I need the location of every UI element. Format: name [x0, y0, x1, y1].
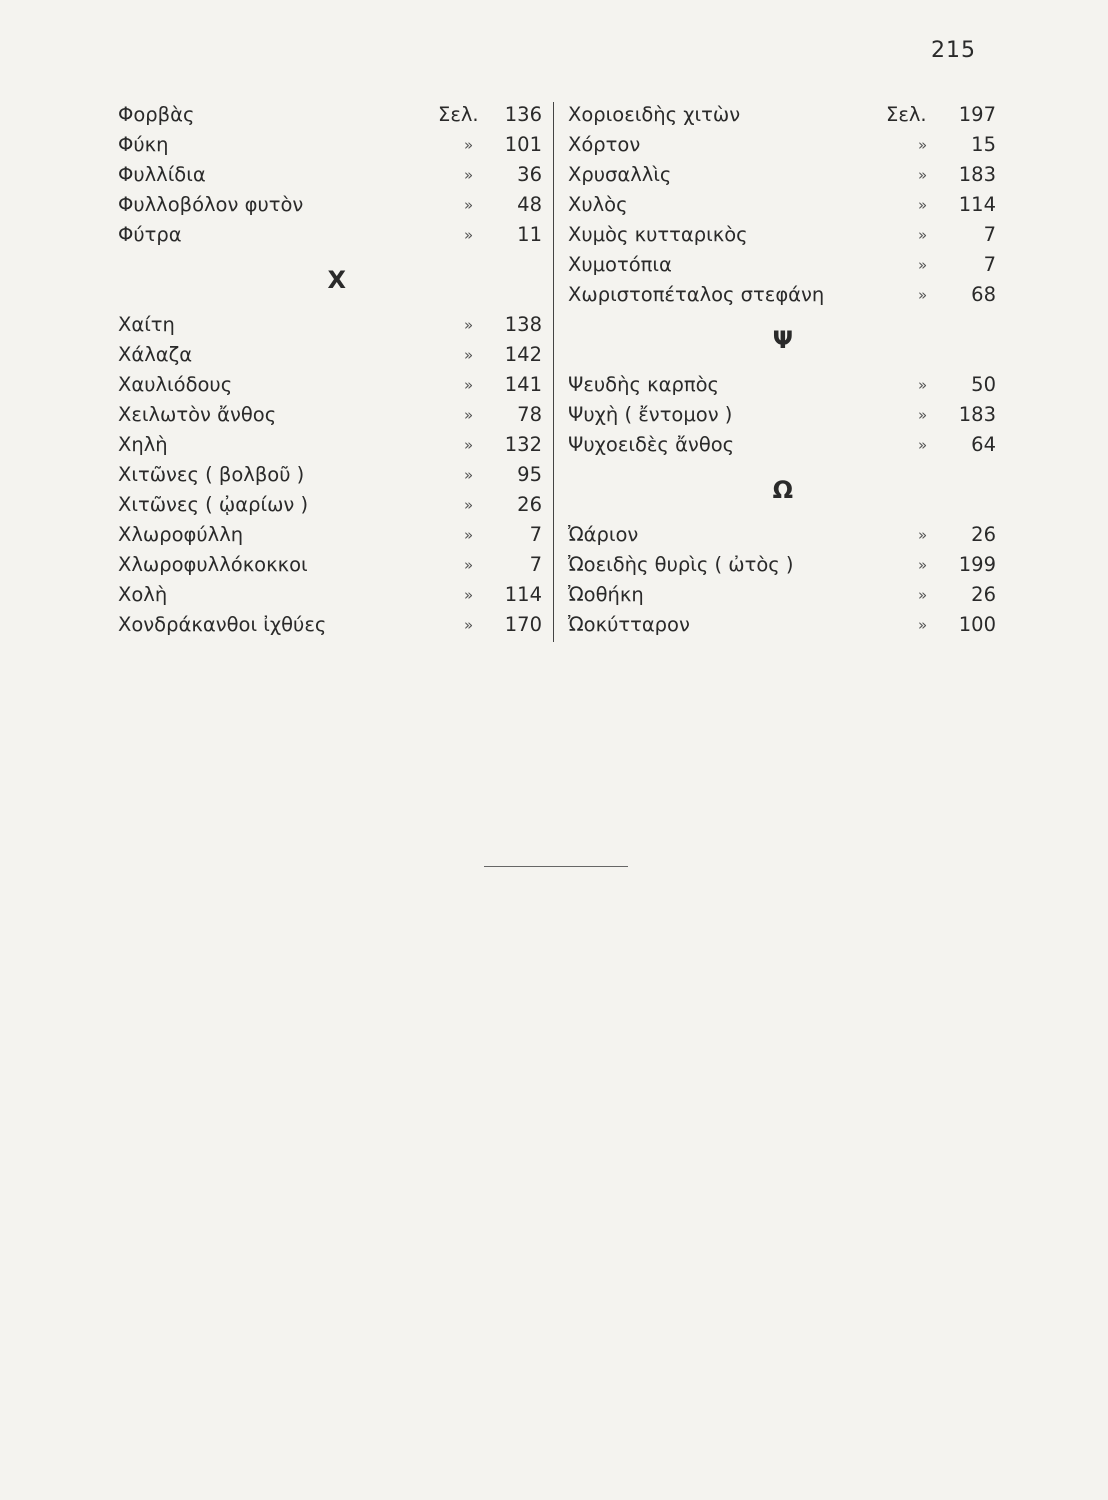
index-page-number: 7 [529, 523, 542, 546]
index-entry [568, 220, 996, 250]
index-entry [118, 160, 542, 190]
ditto-mark: » [464, 556, 474, 574]
index-page-number: 142 [504, 343, 542, 366]
page-number: 215 [931, 38, 976, 63]
letter-heading-omega: Ω [772, 476, 794, 504]
index-entry [568, 100, 996, 130]
index-group-phi [118, 100, 542, 250]
index-page-number: 26 [971, 523, 996, 546]
ditto-mark: » [918, 616, 928, 634]
index-term: Φύκη [118, 133, 169, 156]
index-left-column [118, 100, 542, 640]
index-term: Ὠοειδὴς θυρὶς ( ὠτὸς ) [568, 553, 794, 576]
ditto-mark: » [918, 136, 928, 154]
index-term: Χάλαζα [118, 343, 193, 366]
index-term: Χλωροφύλλη [118, 523, 244, 546]
index-term: Χειλωτὸν ἄνθος [118, 403, 277, 426]
index-page-number: 26 [971, 583, 996, 606]
index-page-number: 36 [517, 163, 542, 186]
closing-rule [484, 866, 628, 867]
index-page-number: 78 [517, 403, 542, 426]
ditto-mark: » [464, 466, 474, 484]
index-entry [118, 430, 542, 460]
index-right-column [568, 100, 996, 640]
index-term: Χονδράκανθοι ἰχθύες [118, 613, 327, 636]
index-page-number: 26 [517, 493, 542, 516]
index-entry [118, 220, 542, 250]
ditto-mark: » [918, 406, 928, 424]
index-entry [568, 580, 996, 610]
index-page-number: 7 [983, 223, 996, 246]
ditto-mark: » [464, 196, 474, 214]
index-entry [118, 340, 542, 370]
index-page-number: 101 [504, 133, 542, 156]
index-term: Χυμοτόπια [568, 253, 672, 276]
index-page-number: 114 [958, 193, 996, 216]
index-term: Φορβὰς [118, 103, 195, 126]
index-page-number: 136 [504, 103, 542, 126]
index-entry [568, 610, 996, 640]
index-term: Ψυχὴ ( ἔντομον ) [568, 403, 733, 426]
ditto-mark: » [918, 436, 928, 454]
index-page-number: 183 [958, 403, 996, 426]
index-entry [118, 100, 542, 130]
index-entry [118, 490, 542, 520]
index-group-chi-continued [568, 100, 996, 310]
ditto-mark: » [464, 136, 474, 154]
index-page-number: 50 [971, 373, 996, 396]
ditto-mark: » [464, 526, 474, 544]
index-entry [568, 550, 996, 580]
index-term: Χρυσαλλὶς [568, 163, 672, 186]
index-entry [118, 190, 542, 220]
index-entry [118, 580, 542, 610]
index-entry [568, 160, 996, 190]
index-entry [118, 130, 542, 160]
ditto-mark: » [464, 586, 474, 604]
index-page-number: 183 [958, 163, 996, 186]
index-term: Χόρτον [568, 133, 641, 156]
ditto-mark: » [918, 166, 928, 184]
ditto-mark: » [464, 226, 474, 244]
index-term: Χαυλιόδους [118, 373, 233, 396]
ditto-mark: » [464, 346, 474, 364]
index-term: Χωριστοπέταλος στεφάνη [568, 283, 825, 306]
index-term: Χιτῶνες ( ᾠαρίων ) [118, 493, 309, 516]
index-term: Φυλλίδια [118, 163, 206, 186]
index-term: Χηλὴ [118, 433, 168, 456]
index-page-number: 7 [983, 253, 996, 276]
letter-heading-chi: X [327, 266, 347, 294]
ditto-mark: » [918, 286, 928, 304]
index-group-chi [118, 310, 542, 640]
ditto-mark: » [918, 586, 928, 604]
index-term: Ὠάριον [568, 523, 639, 546]
index-term: Χυμὸς κυτταρικὸς [568, 223, 748, 246]
ditto-mark: » [464, 316, 474, 334]
index-entry [568, 430, 996, 460]
page-abbrev: Σελ. [438, 103, 479, 126]
index-term: Χυλὸς [568, 193, 628, 216]
index-page-number: 197 [958, 103, 996, 126]
index-group-psi [568, 370, 996, 460]
index-term: Ὠοθήκη [568, 583, 644, 606]
index-term: Ψευδὴς καρπὸς [568, 373, 719, 396]
index-entry [118, 550, 542, 580]
ditto-mark: » [464, 376, 474, 394]
index-page-number: 114 [504, 583, 542, 606]
column-divider [553, 102, 554, 642]
index-entry [568, 250, 996, 280]
index-page-number: 11 [517, 223, 542, 246]
ditto-mark: » [464, 616, 474, 634]
index-page-number: 138 [504, 313, 542, 336]
index-term: Ὠοκύτταρον [568, 613, 690, 636]
index-entry [118, 460, 542, 490]
ditto-mark: » [918, 196, 928, 214]
index-page-number: 64 [971, 433, 996, 456]
index-page-number: 48 [517, 193, 542, 216]
index-entry [568, 400, 996, 430]
index-page-number: 199 [958, 553, 996, 576]
index-page-number: 95 [517, 463, 542, 486]
index-term: Φυλλοβόλον φυτὸν [118, 193, 304, 216]
index-term: Ψυχοειδὲς ἄνθος [568, 433, 735, 456]
index-term: Χοριοειδὴς χιτὼν [568, 103, 741, 126]
index-entry [118, 310, 542, 340]
ditto-mark: » [918, 526, 928, 544]
index-page-number: 7 [529, 553, 542, 576]
index-group-omega [568, 520, 996, 640]
index-entry [118, 370, 542, 400]
letter-heading-psi: Ψ [772, 326, 794, 354]
index-term: Χλωροφυλλόκοκκοι [118, 553, 308, 576]
index-term: Φύτρα [118, 223, 182, 246]
index-entry [568, 190, 996, 220]
ditto-mark: » [464, 436, 474, 454]
ditto-mark: » [464, 406, 474, 424]
index-entry [118, 610, 542, 640]
index-entry [568, 370, 996, 400]
index-page-number: 15 [971, 133, 996, 156]
index-page-number: 68 [971, 283, 996, 306]
index-term: Χαίτη [118, 313, 175, 336]
ditto-mark: » [918, 226, 928, 244]
ditto-mark: » [918, 376, 928, 394]
index-page-number: 132 [504, 433, 542, 456]
ditto-mark: » [464, 166, 474, 184]
index-entry [568, 280, 996, 310]
index-entry [568, 520, 996, 550]
page-abbrev: Σελ. [886, 103, 927, 126]
ditto-mark: » [918, 556, 928, 574]
index-entry [118, 400, 542, 430]
index-term: Χολὴ [118, 583, 168, 606]
ditto-mark: » [464, 496, 474, 514]
index-term: Χιτῶνες ( βολβοῦ ) [118, 463, 305, 486]
ditto-mark: » [918, 256, 928, 274]
index-entry [118, 520, 542, 550]
index-page-number: 100 [958, 613, 996, 636]
index-entry [568, 130, 996, 160]
index-page-number: 170 [504, 613, 542, 636]
index-page-number: 141 [504, 373, 542, 396]
